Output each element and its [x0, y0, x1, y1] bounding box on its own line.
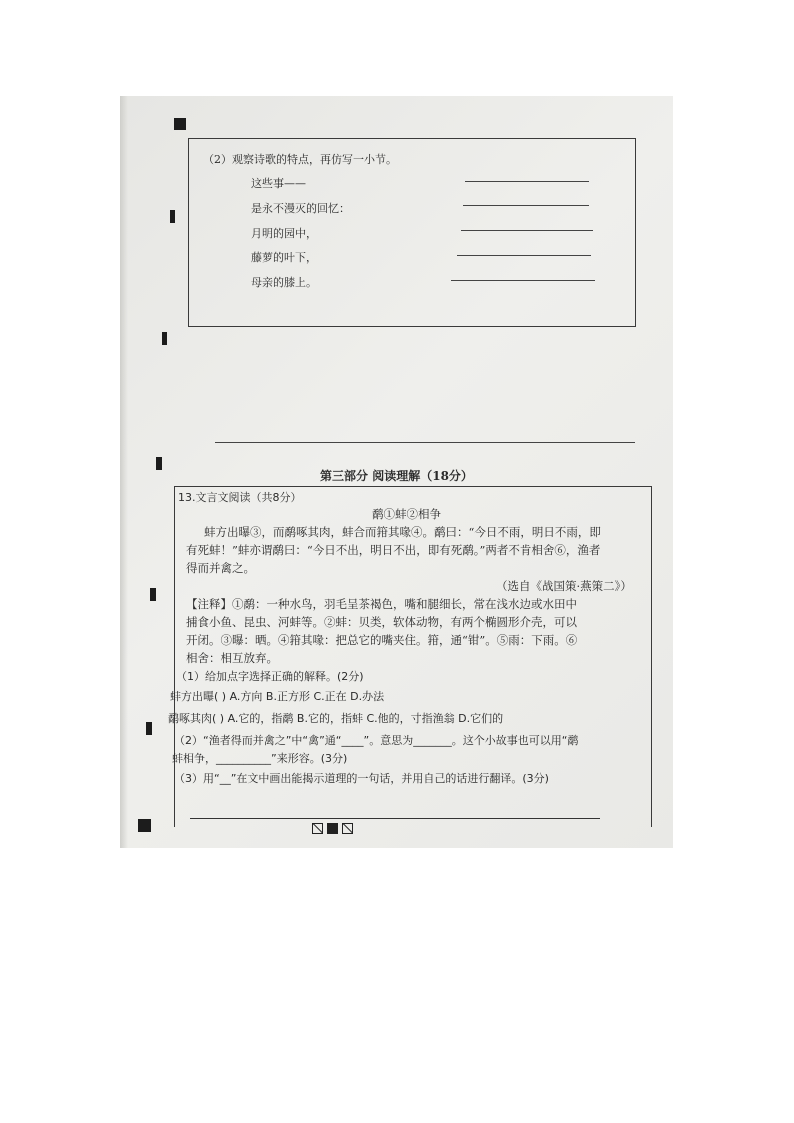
- notes-line: 捕食小鱼、昆虫、河蚌等。②蚌：贝类，软体动物，有两个椭圆形介壳，可以: [186, 615, 577, 629]
- poem-line: 藤萝的叶下，: [251, 251, 317, 264]
- answer-blank[interactable]: [457, 255, 591, 256]
- registration-mark: [174, 118, 186, 130]
- poem-line: 这些事——: [251, 177, 306, 190]
- scanned-page-photo: [120, 96, 673, 848]
- section-title: 第三部分 阅读理解（18分）: [320, 469, 473, 483]
- registration-mark: [162, 332, 167, 345]
- poem-line: 母亲的膝上。: [251, 276, 317, 289]
- poem-imitation-box: [188, 138, 636, 327]
- sub-question-2: 蚌相争，__________”来形容。(3分): [172, 752, 348, 765]
- hatched-square-icon: [312, 823, 323, 834]
- answer-line[interactable]: [190, 818, 600, 819]
- poem-line: 是永不漫灭的回忆：: [251, 202, 350, 215]
- footer-marks: [312, 823, 353, 834]
- answer-blank[interactable]: [463, 205, 589, 206]
- sub-question-1: （1）给加点字选择正确的解释。(2分): [176, 670, 364, 683]
- poem-line: 月明的园中，: [251, 227, 317, 240]
- registration-mark: [146, 722, 152, 735]
- passage-line: 得而并禽之。: [186, 561, 255, 575]
- solid-square-icon: [327, 823, 338, 834]
- registration-mark: [138, 819, 151, 832]
- notes-line: 开闭。③曝：晒。④箝其喙：把总它的嘴夹住。箝，通“钳”。⑤雨：下雨。⑥: [186, 633, 578, 647]
- hatched-square-icon: [342, 823, 353, 834]
- answer-line[interactable]: [215, 442, 635, 443]
- passage-line: 蚌方出曝③，而鹬啄其肉，蚌合而箝其喙④。鹬曰：“今日不雨，明日不雨，即: [204, 525, 601, 539]
- notes-line: 相舍：相互放弃。: [186, 651, 278, 665]
- answer-blank[interactable]: [451, 280, 595, 281]
- answer-blank[interactable]: [465, 181, 589, 182]
- passage-line: 有死蚌！”蚌亦谓鹬曰：“今日不出，明日不出，即有死鹬。”两者不肯相舍⑥，渔者: [186, 543, 601, 557]
- notes-line: 【注释】①鹬：一种水鸟，羽毛呈茶褐色，嘴和腿细长，常在浅水边或水田中: [186, 597, 577, 611]
- passage-source: （选自《战国策·燕策二》）: [496, 579, 632, 593]
- registration-mark: [150, 588, 156, 601]
- choice-row[interactable]: 鹬啄其肉( ) A.它的，指鹬 B.它的，指蚌 C.他的，寸指渔翁 D.它们的: [168, 712, 504, 725]
- passage-title: 鹬①蚌②相争: [372, 507, 441, 521]
- registration-mark: [170, 210, 175, 223]
- question-header: 13.文言文阅读（共8分）: [178, 491, 302, 504]
- choice-row[interactable]: 蚌方出曝( ) A.方向 B.正方形 C.正在 D.办法: [170, 690, 385, 703]
- sub-question-2: （2）“渔者得而并禽之”中“禽”通“____”。意思为_______。这个小故事也可以用“鹬: [174, 734, 579, 747]
- poem-prompt: （2）观察诗歌的特点，再仿写一小节。: [203, 153, 397, 166]
- sub-question-3: （3）用“__”在文中画出能揭示道理的一句话，并用自己的话进行翻译。(3分): [174, 772, 549, 785]
- answer-blank[interactable]: [461, 230, 593, 231]
